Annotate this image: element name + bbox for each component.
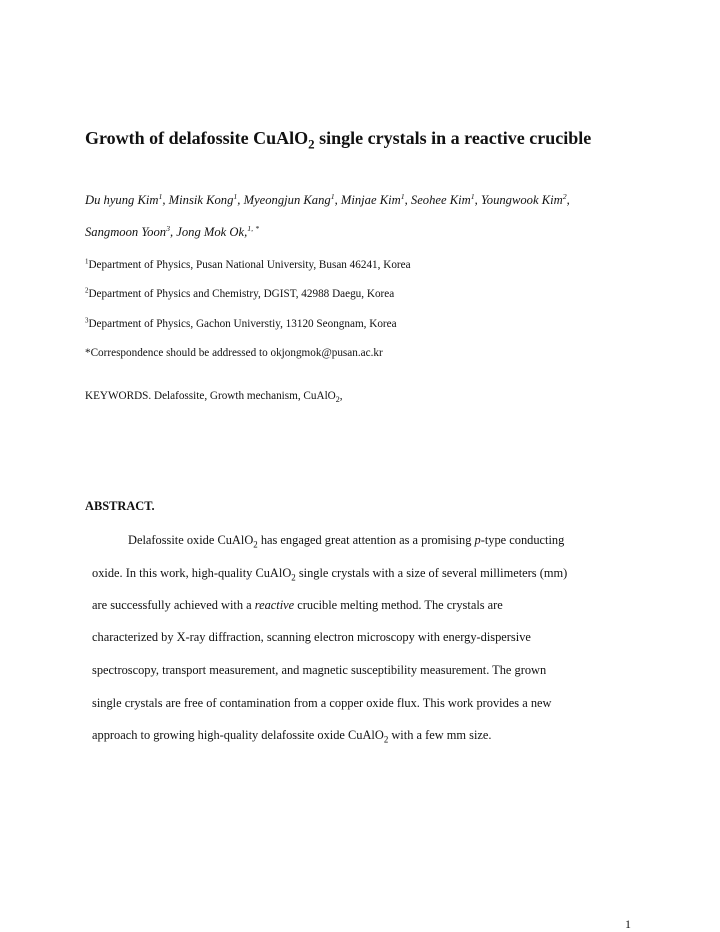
abstract-line: spectroscopy, transport measurement, and magnetic susceptibility measurement. The grown [92,663,547,677]
abstract-line: oxide. In this work, high-quality CuAlO$_2$ single crystals with a size of several millimeters (mm) [92,566,568,583]
affiliation-1: $^1$Department of Physics, Pusan National University, Busan 46241, Korea [85,257,411,271]
abstract-line: characterized by X-ray diffraction, scanning electron microscopy with energy-dispersive [92,630,531,644]
author-name: Seohee Kim [410,193,471,207]
abstract-heading: ABSTRACT. [85,499,155,513]
correspondence-note: *Correspondence should be addressed to okjongmok@pusan.ac.kr [85,347,383,359]
paper-title: Growth of delafossite CuAlO$_2$ single crystals in a reactive crucible [85,128,592,152]
keywords: KEYWORDS. Delafossite, Growth mechanism, CuAlO$_2$, [85,390,343,405]
author-name: Minsik Kong [168,193,234,207]
author-name: Jong Mok Ok, [176,225,248,239]
abstract-line: Delafossite oxide CuAlO$_2$ has engaged great attention as a promising p-type conducting [128,533,565,550]
affiliation-2: $^2$Department of Physics and Chemistry, DGIST, 42988 Daegu, Korea [85,286,395,300]
author-name: Minjae Kim [340,193,401,207]
author-name: Du hyung Kim [85,193,159,207]
abstract-line: single crystals are free of contamination from a copper oxide flux. This work provides a new [92,696,552,710]
author-name: Sangmoon Yoon [85,225,167,239]
author-list-line-2: Sangmoon Yoon$^3$, Jong Mok Ok,$^{1, *}$ [85,223,259,239]
abstract-line: approach to growing high-quality delafossite oxide CuAlO$_2$ with a few mm size. [92,728,492,745]
page-number: 1 [625,917,631,931]
author-list-line-1: Du hyung Kim$^1$, Minsik Kong$^1$, Myeongjun Kang$^1$, Minjae Kim$^1$, Seohee Kim$^1$, Youngwook Kim$^2$, [85,191,570,207]
author-name: Myeongjun Kang [243,193,331,207]
author-name: Youngwook Kim [480,193,563,207]
abstract-line: are successfully achieved with a reactive crucible melting method. The crystals are [92,598,503,612]
affiliation-3: $^3$Department of Physics, Gachon Universtiy, 13120 Seongnam, Korea [85,316,397,330]
